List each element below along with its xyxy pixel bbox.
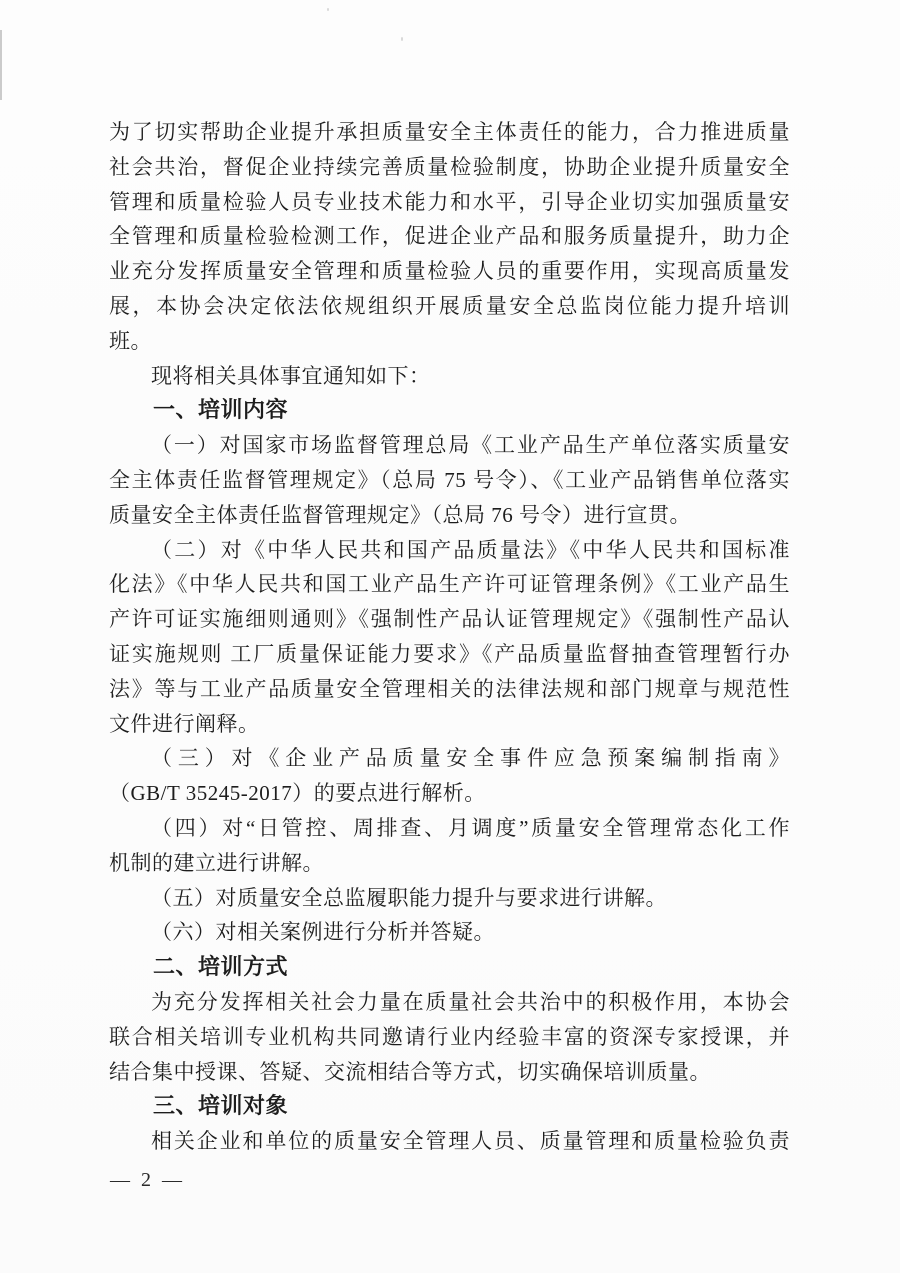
text-line: 化法》《中华人民共和国工业产品生产许可证管理条例》《工业产品生 xyxy=(109,572,790,597)
text-line: （五）对质量安全总监履职能力提升与要求进行讲解。 xyxy=(151,885,667,910)
text-line: 相关企业和单位的质量安全管理人员、质量管理和质量检验负责 xyxy=(151,1129,790,1154)
text-line: 产许可证实施细则通则》《强制性产品认证管理规定》《强制性产品认 xyxy=(109,607,790,632)
scan-edge-artifact xyxy=(0,30,2,100)
text-line: （GB/T 35245-2017）的要点进行解析。 xyxy=(109,781,486,806)
document-body xyxy=(109,115,790,1159)
scan-speckle xyxy=(401,37,403,41)
text-line: 管理和质量检验人员专业技术能力和水平，引导企业切实加强质量安 xyxy=(109,189,790,214)
text-line: （一）对国家市场监督管理总局《工业产品生产单位落实质量安 xyxy=(151,433,790,458)
text-line: （四）对“日管控、周排查、月调度”质量安全管理常态化工作 xyxy=(151,815,790,840)
text-line: 证实施规则 工厂质量保证能力要求》《产品质量监督抽查管理暂行办 xyxy=(109,641,790,666)
text-line: 全管理和质量检验检测工作，促进企业产品和服务质量提升，助力企 xyxy=(109,224,790,249)
text-line: （六）对相关案例进行分析并答疑。 xyxy=(151,920,495,945)
section-heading: 三、培训对象 xyxy=(153,1093,289,1119)
text-line: 业充分发挥质量安全管理和质量检验人员的重要作用，实现高质量发 xyxy=(109,259,790,284)
text-line: 展，本协会决定依法依规组织开展质量安全总监岗位能力提升培训 xyxy=(109,293,790,318)
text-line: 现将相关具体事宜通知如下： xyxy=(151,363,431,388)
text-line: 为了切实帮助企业提升承担质量安全主体责任的能力，合力推进质量 xyxy=(109,120,790,144)
section-heading: 一、培训内容 xyxy=(153,397,289,423)
text-line: 结合集中授课、答疑、交流相结合等方式，切实确保培训质量。 xyxy=(109,1059,711,1084)
text-line: 文件进行阐释。 xyxy=(109,711,260,736)
text-line: 社会共治，督促企业持续完善质量检验制度，协助企业提升质量安全 xyxy=(109,154,790,179)
text-line: 为充分发挥相关社会力量在质量社会共治中的积极作用，本协会 xyxy=(151,989,790,1014)
text-line: 联合相关培训专业机构共同邀请行业内经验丰富的资深专家授课，并 xyxy=(109,1024,790,1049)
text-line: （三）对《企业产品质量安全事件应急预案编制指南》 xyxy=(151,746,790,771)
page-number: — 2 — xyxy=(110,1169,185,1191)
scan-speckle xyxy=(327,8,329,11)
section-heading: 二、培训方式 xyxy=(153,954,289,980)
text-line: 全主体责任监督管理规定》（总局 75 号令）、《工业产品销售单位落实 xyxy=(109,467,790,492)
text-line: 质量安全主体责任监督管理规定》（总局 76 号令）进行宣贯。 xyxy=(109,502,691,527)
text-line: 机制的建立进行讲解。 xyxy=(109,850,324,875)
text-line: 法》等与工业产品质量安全管理相关的法律法规和部门规章与规范性 xyxy=(109,676,790,701)
text-line: （二）对《中华人民共和国产品质量法》《中华人民共和国标准 xyxy=(151,537,790,562)
text-line: 班。 xyxy=(109,328,152,353)
